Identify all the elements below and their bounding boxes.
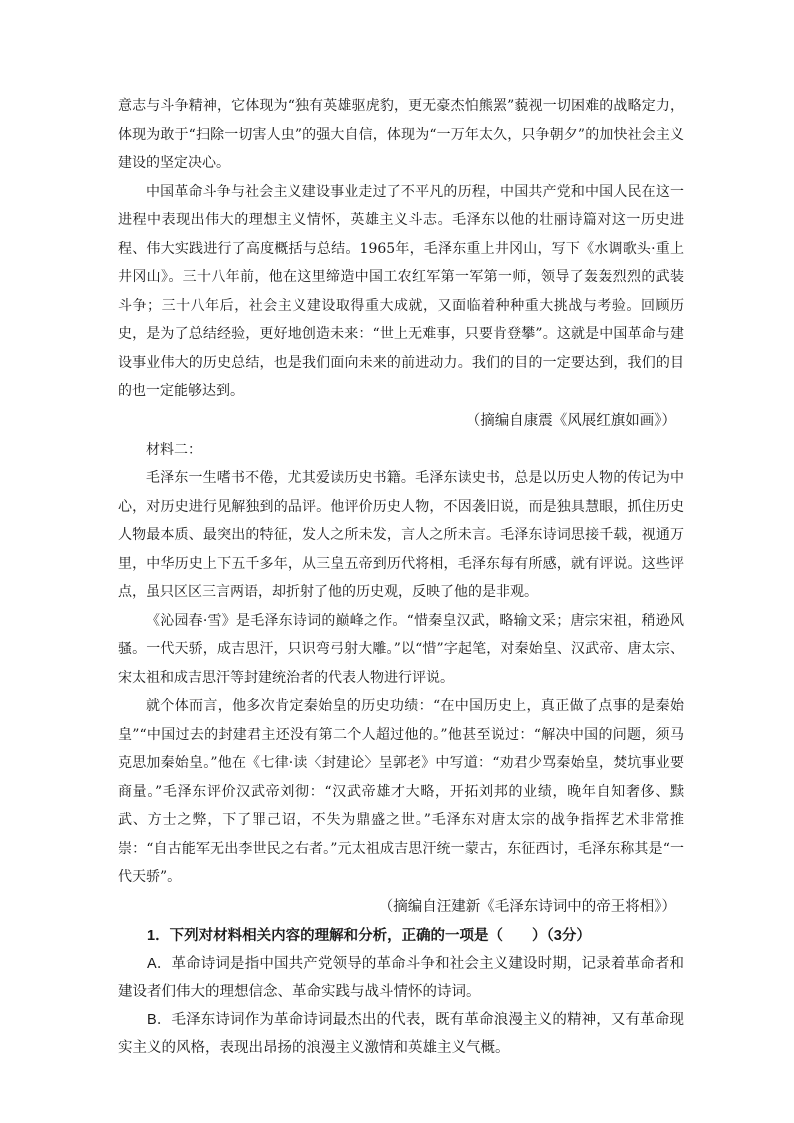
question-1-option-a: A．革命诗词是指中国共产党领导的革命斗争和社会主义建设时期，记录着革命者和建设者们伟大的理想信念、革命实践与战斗情怀的诗词。 — [118, 955, 684, 1000]
material2-paragraph-3: 就个体而言，他多次肯定秦始皇的历史功绩：“在中国历史上，真正做了点事的是秦始皇”“中国过去的封建君主还没有第二个人超过他的。”他甚至说过：“解决中国的问题，须马克思加秦始皇。”他在《七律·读〈封建论〉呈郭老》中写道：“劝君少骂秦始皇，焚坑事业要商量。”毛泽东评价汉武帝刘彻：“汉武帝雄才大略，开拓刘邦的业绩，晚年自知奢侈、黩武、方士之弊，下了罪己诏，不失为鼎盛之世。”毛泽东对唐太宗的战争指挥艺术非常推崇：“自古能军无出李世民之右者。”元太祖成吉思汗统一蒙古，东征西讨，毛泽东称其是“一代天骄”。 — [118, 698, 684, 885]
material2-label: 材料二： — [146, 441, 202, 458]
material1-paragraph-1: 意志与斗争精神，它体现为“独有英雄驱虎豹，更无豪杰怕熊罴”藐视一切困难的战略定力，体现为敢于“扫除一切害人虫”的强大自信，体现为“一万年太久，只争朝夕”的加快社会主义建设的坚定决心。 — [118, 98, 684, 171]
question-1-option-b: B．毛泽东诗词作为革命诗词最杰出的代表，既有革命浪漫主义的精神，又有革命现实主义的风格，表现出昂扬的浪漫主义激情和英雄主义气概。 — [118, 1011, 684, 1056]
material1-paragraph-2: 中国革命斗争与社会主义建设事业走过了不平凡的历程，中国共产党和中国人民在这一进程中表现出伟大的理想主义情怀，英雄主义斗志。毛泽东以他的壮丽诗篇对这一历史进程、伟大实践进行了高度概括与总结。1965年，毛泽东重上井冈山，写下《水调歌头·重上井冈山》。三十八年前，他在这里缔造中国工农红军第一军第一师，领导了轰轰烈烈的武装斗争；三十八年后，社会主义建设取得重大成就，又面临着种种重大挑战与考验。回顾历史，是为了总结经验，更好地创造未来：“世上无难事，只要肯登攀”。这就是中国革命与建设事业伟大的历史总结，也是我们面向未来的前进动力。我们的目的一定要达到，我们的目的也一定能够达到。 — [118, 183, 684, 399]
material2-paragraph-1: 毛泽东一生嗜书不倦，尤其爱读历史书籍。毛泽东读史书，总是以历史人物的传记为中心，对历史进行见解独到的品评。他评价历史人物，不因袭旧说，而是独具慧眼，抓住历史人物最本质、最突出的特征，发人之所未发，言人之所未言。毛泽东诗词思接千载，视通万里，中华历史上下五千多年，从三皇五帝到历代将相，毛泽东每有所感，就有评说。这些评点，虽只区区三言两语，却折射了他的历史观，反映了他的是非观。 — [118, 470, 684, 600]
question-1-stem: 1．下列对材料相关内容的理解和分析，正确的一项是（ ）（3分） — [147, 927, 591, 944]
material1-source: （摘编自康震《风展红旗如画》） — [465, 412, 676, 429]
document-page — [118, 92, 684, 1062]
material2-paragraph-2: 《沁园春·雪》是毛泽东诗词的巅峰之作。“惜秦皇汉武，略输文采；唐宗宋祖，稍逊风骚。一代天骄，成吉思汗，只识弯弓射大雕。”以“惜”字起笔，对秦始皇、汉武帝、唐太宗、宋太祖和成吉思汗等封建统治者的代表人物进行评说。 — [118, 612, 684, 686]
material2-source: （摘编自汪建新《毛泽东诗词中的帝王将相》） — [378, 898, 676, 915]
